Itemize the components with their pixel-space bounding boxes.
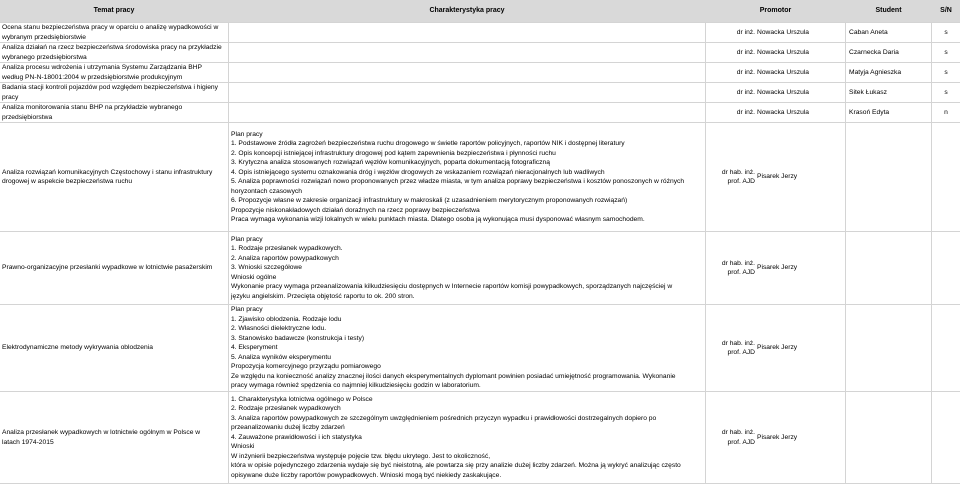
table-row	[0, 63, 960, 83]
topic-line: wybranym przedsiębiorstwie	[2, 33, 86, 41]
description-line: Propozycje niskonakładowych działań doraźnych na rzecz poprawy bezpieczeństwa	[231, 206, 480, 214]
sn-cell: s	[944, 88, 948, 96]
table-header-row	[0, 0, 960, 23]
description-line: horyzontach czasowych	[231, 187, 302, 195]
sn-cell: s	[944, 68, 948, 76]
description-line: Plan pracy	[231, 235, 263, 243]
topic-cell	[0, 392, 229, 483]
description-line: przeanalizowaniu dużej liczby zdarzeń	[231, 424, 345, 432]
supervisor-title-line: dr inż.	[736, 68, 755, 76]
description-cell	[229, 123, 706, 231]
student-cell: Sitek Łukasz	[846, 83, 932, 102]
topic-cell	[0, 83, 229, 102]
supervisor-title	[706, 108, 755, 118]
supervisor-cell	[706, 23, 846, 42]
supervisor-title-line: dr inż.	[736, 108, 755, 116]
description-line: 3. Stanowisko badawcze (konstrukcja i testy)	[231, 334, 365, 342]
supervisor-title	[706, 68, 755, 78]
topic-cell	[0, 63, 229, 82]
supervisor-title	[706, 28, 755, 38]
supervisor-name: Nowacka Urszula	[757, 68, 810, 76]
description-line: 2. Analiza raportów powypadkowych	[231, 254, 339, 262]
supervisor-title	[706, 339, 755, 358]
topic-line: przedsiębiorstwa	[2, 113, 53, 121]
description-line: 4. Zauważone prawidłowości i ich statystyka	[231, 433, 362, 441]
topic-line: Elektrodynamiczne metody wykrywania oblodzenia	[2, 344, 153, 352]
supervisor-title	[706, 168, 755, 187]
supervisor-title	[706, 48, 755, 58]
topic-cell	[0, 123, 229, 231]
table-row	[0, 392, 960, 484]
topic-line: Ocena stanu bezpieczeństwa pracy w oparciu o analizę wypadkowości w	[2, 24, 219, 31]
description-line: 1. Podstawowe źródła zagrożeń bezpieczeństwa ruchu drogowego w świetle raportów policyjnych, raportów NIK i dostępnej literatury	[231, 140, 625, 147]
description-cell	[229, 305, 706, 391]
supervisor-cell	[706, 305, 846, 391]
student-cell	[846, 232, 932, 304]
table-row	[0, 123, 960, 232]
description-line: opisywane duże liczby raportów powypadkowych. Wnioski mogą być niekiedy zaskakujące.	[231, 471, 502, 479]
description-cell	[229, 23, 706, 42]
supervisor-title	[706, 428, 755, 447]
supervisor-cell	[706, 232, 846, 304]
sn-cell: n	[944, 108, 948, 116]
description-line: języku angielskim. Przecięta objętość raportu to ok. 200 stron.	[231, 292, 415, 300]
topic-line: wybranego przedsiębiorstwa	[2, 53, 87, 61]
supervisor-cell	[706, 83, 846, 102]
description-line: Ze względu na konieczność analizy znacznej ilości danych eksperymentalnych dyplomant powinien posiadać umiejętność programowania. Wykonanie	[231, 372, 676, 380]
description-cell	[229, 43, 706, 62]
description-line: 4. Opis istniejącego systemu oznakowania dróg i węzłów drogowych ze wskazaniem rozwiązań nieracjonalnych lub wadliwych	[231, 168, 605, 176]
topic-line: według PN-N-18001:2004 w przedsiębiorstwie produkcyjnym	[2, 73, 183, 81]
student-cell: Matyja Agnieszka	[846, 63, 932, 82]
supervisor-name: Nowacka Urszula	[757, 108, 810, 116]
description-line: Wnioski ogólne	[231, 273, 277, 281]
description-line: Propozycja komercyjnego przyrządu pomiarowego	[231, 363, 381, 371]
description-line: która w opisie pojedynczego zdarzenia wydaje się być nieistotną, ale powtarza się przy analizie dużej liczby zdarzeń. Można ją wykryć analizując często	[231, 462, 681, 470]
description-line: 2. Opis koncepcji istniejącej infrastruktury drogowej pod kątem zapewnienia bezpieczeństwa i płynności ruchu	[231, 149, 556, 157]
supervisor-title-line: dr inż.	[736, 88, 755, 96]
topic-line: Prawno-organizacyjne przesłanki wypadkowe w lotnictwie pasażerskim	[2, 264, 213, 272]
supervisor-title-line: dr hab. inż.	[721, 339, 755, 347]
topic-line: drogowej w aspekcie bezpieczeństwa ruchu	[2, 178, 133, 185]
table-row	[0, 23, 960, 43]
description-line: 5. Analiza poprawności rozwiązań nowo proponowanych przez władze miasta, w tym analiza poprawy bezpieczeństwa i kosztów ponoszonych w różnych	[231, 178, 685, 185]
supervisor-cell	[706, 392, 846, 483]
topic-line: pracy	[2, 93, 19, 101]
description-line: W inżynierii bezpieczeństwa występuje pojęcie tzw. błędu ukrytego. Jest to okoliczność,	[231, 452, 491, 460]
student-cell: Caban Aneta	[846, 23, 932, 42]
supervisor-cell	[706, 103, 846, 122]
table-row	[0, 83, 960, 103]
description-line: 2. Rodzaje przesłanek wypadkowych	[231, 405, 341, 413]
sn-cell	[932, 392, 960, 483]
header-topic: Temat pracy	[93, 7, 135, 15]
supervisor-cell	[706, 63, 846, 82]
supervisor-title-line: prof. AJD	[727, 178, 755, 185]
student-cell	[846, 305, 932, 391]
topic-line: latach 1974-2015	[2, 438, 54, 446]
supervisor-title-line: prof. AJD	[727, 438, 755, 446]
header-sn: S/N	[940, 7, 952, 15]
supervisor-title-line: prof. AJD	[727, 269, 755, 276]
table-row	[0, 103, 960, 123]
topic-cell	[0, 43, 229, 62]
description-cell	[229, 83, 706, 102]
description-line: Wnioski	[231, 443, 255, 451]
description-line: Praca wymaga wykonania wizji lokalnych w wielu punktach miasta. Dlatego osoba ją wykonująca musi dysponować własnym samochodem.	[231, 216, 645, 223]
description-line: 6. Propozycje własne w zakresie organizacji infrastruktury w makroskali (z uzasadnieniem merytorycznym proponowanych rozwiązań)	[231, 197, 628, 204]
supervisor-title-line: dr hab. inż.	[721, 259, 755, 267]
supervisor-title-line: dr hab. inż.	[721, 429, 755, 436]
supervisor-title	[706, 88, 755, 98]
topic-cell	[0, 232, 229, 304]
description-cell	[229, 392, 706, 483]
topic-line: Analiza procesu wdrożenia i utrzymania Systemu Zarządzania BHP	[2, 64, 202, 71]
supervisor-cell	[706, 123, 846, 231]
topic-line: Analiza monitorowania stanu BHP na przykładzie wybranego	[2, 104, 183, 111]
topic-line: Analiza przesłanek wypadkowych w lotnictwie ogólnym w Polsce w	[2, 429, 201, 436]
description-line: 1. Rodzaje przesłanek wypadkowych.	[231, 245, 343, 253]
supervisor-name: Nowacka Urszula	[757, 88, 810, 96]
table-row	[0, 43, 960, 63]
topic-line: Badania stacji kontroli pojazdów pod względem bezpieczeństwa i higieny	[2, 84, 218, 91]
topic-cell	[0, 305, 229, 391]
description-line: 3. Wnioski szczegółowe	[231, 264, 302, 272]
description-line: 5. Analiza wyników eksperymentu	[231, 353, 331, 361]
header-description: Charakterystyka pracy	[429, 7, 505, 15]
supervisor-title-line: dr hab. inż.	[721, 168, 755, 176]
header-student: Student	[875, 7, 902, 15]
description-line: Plan pracy	[231, 130, 263, 138]
supervisor-title	[706, 259, 755, 278]
student-cell: Krasoń Edyta	[846, 103, 932, 122]
table-row	[0, 232, 960, 305]
description-line: 1. Zjawisko oblodzenia. Rodzaje lodu	[231, 315, 342, 323]
student-cell	[846, 392, 932, 483]
description-line: 2. Własności dielektryczne lodu.	[231, 325, 327, 333]
topic-cell	[0, 103, 229, 122]
description-cell	[229, 63, 706, 82]
topic-line: Analiza działań na rzecz bezpieczeństwa środowiska pracy na przykładzie	[2, 44, 222, 51]
supervisor-name: Pisarek Jerzy	[757, 173, 798, 181]
supervisor-title-line: prof. AJD	[727, 349, 755, 356]
header-supervisor: Promotor	[759, 7, 792, 15]
description-line: Plan pracy	[231, 306, 263, 314]
topic-line: Analiza rozwiązań komunikacyjnych Częstochowy i stanu infrastruktury	[2, 168, 213, 176]
sn-cell	[932, 305, 960, 391]
description-cell	[229, 232, 706, 304]
supervisor-name: Pisarek Jerzy	[757, 344, 798, 352]
table-row	[0, 305, 960, 392]
supervisor-title-line: dr inż.	[736, 28, 755, 36]
description-line: Wykonanie pracy wymaga przeanalizowania kilkudziesięciu dostępnych w Internecie raportów komisji powypadkowych, sporządzanych najczęściej w	[231, 283, 673, 291]
sn-cell	[932, 232, 960, 304]
supervisor-cell	[706, 43, 846, 62]
supervisor-name: Pisarek Jerzy	[757, 264, 798, 272]
supervisor-name: Nowacka Urszula	[757, 48, 810, 56]
description-line: 3. Analiza raportów powypadkowych ze szczególnym uwzględnieniem pośrednich przyczyn wypadku i prawidłowości dostrzegalnych dopiero po	[231, 414, 657, 422]
sn-cell: s	[944, 28, 948, 36]
supervisor-name: Pisarek Jerzy	[757, 433, 798, 441]
description-line: 4. Eksperyment	[231, 344, 278, 352]
supervisor-name: Nowacka Urszula	[757, 28, 810, 36]
student-cell	[846, 123, 932, 231]
topic-cell	[0, 23, 229, 42]
sn-cell	[932, 123, 960, 231]
student-cell: Czarnecka Daria	[846, 43, 932, 62]
supervisor-title-line: dr inż.	[736, 48, 755, 56]
sn-cell: s	[944, 48, 948, 56]
description-line: pracy wymaga również spędzenia co najmniej kilkudziesięciu godzin w laboratorium.	[231, 382, 481, 390]
description-line: 3. Krytyczna analiza stosowanych rozwiązań węzłów komunikacyjnych, poparta dokumentacją fotograficzną	[231, 159, 550, 166]
description-cell	[229, 103, 706, 122]
description-line: 1. Charakterystyka lotnictwa ogólnego w Polsce	[231, 395, 373, 403]
